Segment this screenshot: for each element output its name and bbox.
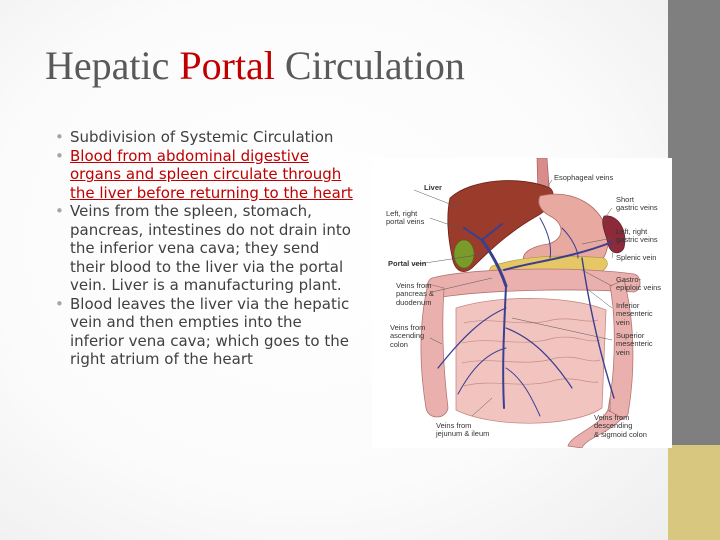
label-portal-vein: Portal vein [388, 259, 427, 268]
label-splenic-vein: Splenic vein [616, 253, 657, 262]
side-accent-block [668, 445, 720, 540]
bullet-item: • Subdivision of Systemic Circulation [70, 128, 355, 147]
label-pancreas-veins: Veins from pancreas & duodenum [396, 281, 434, 307]
label-inferior-mesenteric: Inferior mesenteric vein [616, 301, 653, 327]
title-text-2: Circulation [274, 43, 465, 88]
label-gastro-epiploic: Gastro- epiploic veins [616, 275, 662, 293]
title-highlight: Portal [179, 43, 275, 88]
portal-circulation-diagram [372, 158, 672, 448]
slide-title [45, 42, 465, 89]
label-lr-gastric: Left, right gastric veins [616, 227, 658, 245]
label-superior-mesenteric: Superior mesenteric vein [616, 331, 653, 357]
label-portal-veins: Left, right portal veins [386, 209, 425, 227]
label-jejunum-veins: Veins from jejunum & ileum [436, 421, 490, 439]
title-text-1: Hepatic [45, 43, 180, 88]
bullet-list [70, 128, 355, 369]
label-short-gastric: Short gastric veins [616, 195, 658, 213]
bullet-item-highlight: • Blood from abdominal digestive organs and spleen circulate through the liver before returning to the heart [70, 147, 355, 203]
label-liver: Liver [424, 183, 442, 192]
label-descending-veins: Veins from descending & sigmoid colon [594, 413, 647, 439]
label-esophageal-veins: Esophageal veins [554, 173, 614, 182]
label-ascending-veins: Veins from ascending colon [390, 323, 426, 349]
bullet-item: • Blood leaves the liver via the hepatic vein and then empties into the inferior vena cava; which goes to the right atrium of the heart [70, 295, 355, 369]
bullet-item: • Veins from the spleen, stomach, pancreas, intestines do not drain into the inferior vena cava; they send their blood to the liver via the portal vein. Liver is a manufacturing plant. [70, 202, 355, 295]
